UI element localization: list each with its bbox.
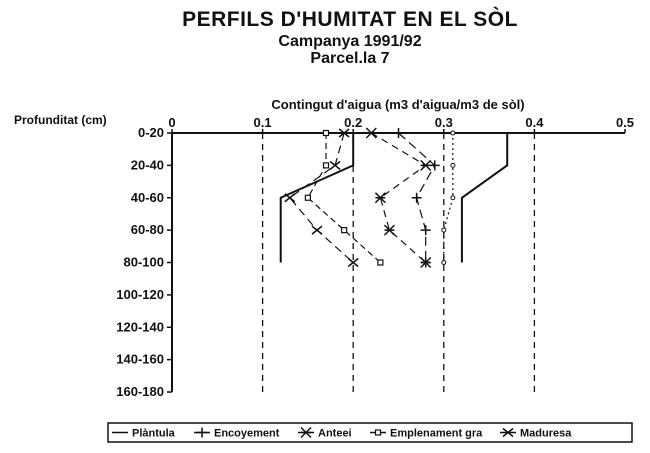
y-tick-label: 160-180	[116, 384, 164, 399]
x-tick-label: 0.4	[525, 115, 544, 130]
series-star-point	[421, 160, 431, 170]
series-square-point	[324, 131, 329, 136]
y-tick-label: 20-40	[130, 157, 164, 173]
y-tick-label: 80-100	[123, 254, 164, 270]
x-tick-label: 0.5	[615, 115, 635, 130]
series-dotted-point	[442, 261, 446, 265]
series-plus-point	[412, 193, 422, 203]
y-tick-label: 0-20	[137, 125, 164, 140]
series-dotted-point	[451, 131, 455, 135]
series-x-point	[330, 161, 340, 169]
series-square-point	[305, 195, 310, 200]
series-square-point	[324, 163, 329, 168]
y-axis-title: Profunditat (cm)	[14, 113, 107, 127]
x-axis-title: Contingut d'aigua (m3 d'aigua/m3 de sòl)	[271, 97, 525, 112]
legend-label: Emplenament gra	[390, 427, 483, 440]
legend-label: Maduresa	[520, 427, 572, 440]
y-tick-label: 60-80	[130, 222, 164, 238]
series-dotted-point	[442, 228, 446, 232]
series-star-point	[384, 225, 394, 235]
y-tick-label: 140-160	[116, 351, 164, 367]
y-tick-label: 100-120	[116, 286, 164, 302]
x-tick-label: 0.2	[344, 115, 363, 130]
series-star-point	[366, 128, 376, 138]
series-x-point	[285, 194, 295, 202]
series-square-point	[342, 228, 347, 233]
y-tick-label: 120-140	[116, 319, 164, 335]
series-square-point	[378, 260, 383, 265]
legend-label: Encoyement	[214, 427, 280, 440]
series-dotted-point	[451, 196, 455, 200]
chart-subtitle: Campanya 1991/92	[278, 33, 422, 50]
legend-label: Anteei	[318, 427, 352, 440]
envelope-right-line	[462, 133, 507, 263]
chart-title: PERFILS D'HUMITAT EN EL SÒL	[182, 8, 518, 31]
series-x-point	[312, 226, 322, 234]
x-tick-label: 0.3	[434, 115, 453, 130]
x-tick-label: 0.1	[253, 115, 272, 130]
chart-subtitle-parcel: Parcel.la 7	[310, 50, 390, 67]
legend-label: Plàntula	[132, 427, 175, 440]
series-square-line	[308, 133, 380, 263]
series-star-point	[375, 193, 385, 203]
y-tick-label: 40-60	[130, 189, 164, 205]
legend-marker-square	[376, 430, 381, 435]
series-x-line	[290, 133, 353, 263]
series-dotted-point	[451, 163, 455, 167]
x-tick-label: 0	[168, 115, 176, 130]
series-plus-point	[421, 225, 431, 235]
envelope-left-line	[281, 133, 353, 263]
